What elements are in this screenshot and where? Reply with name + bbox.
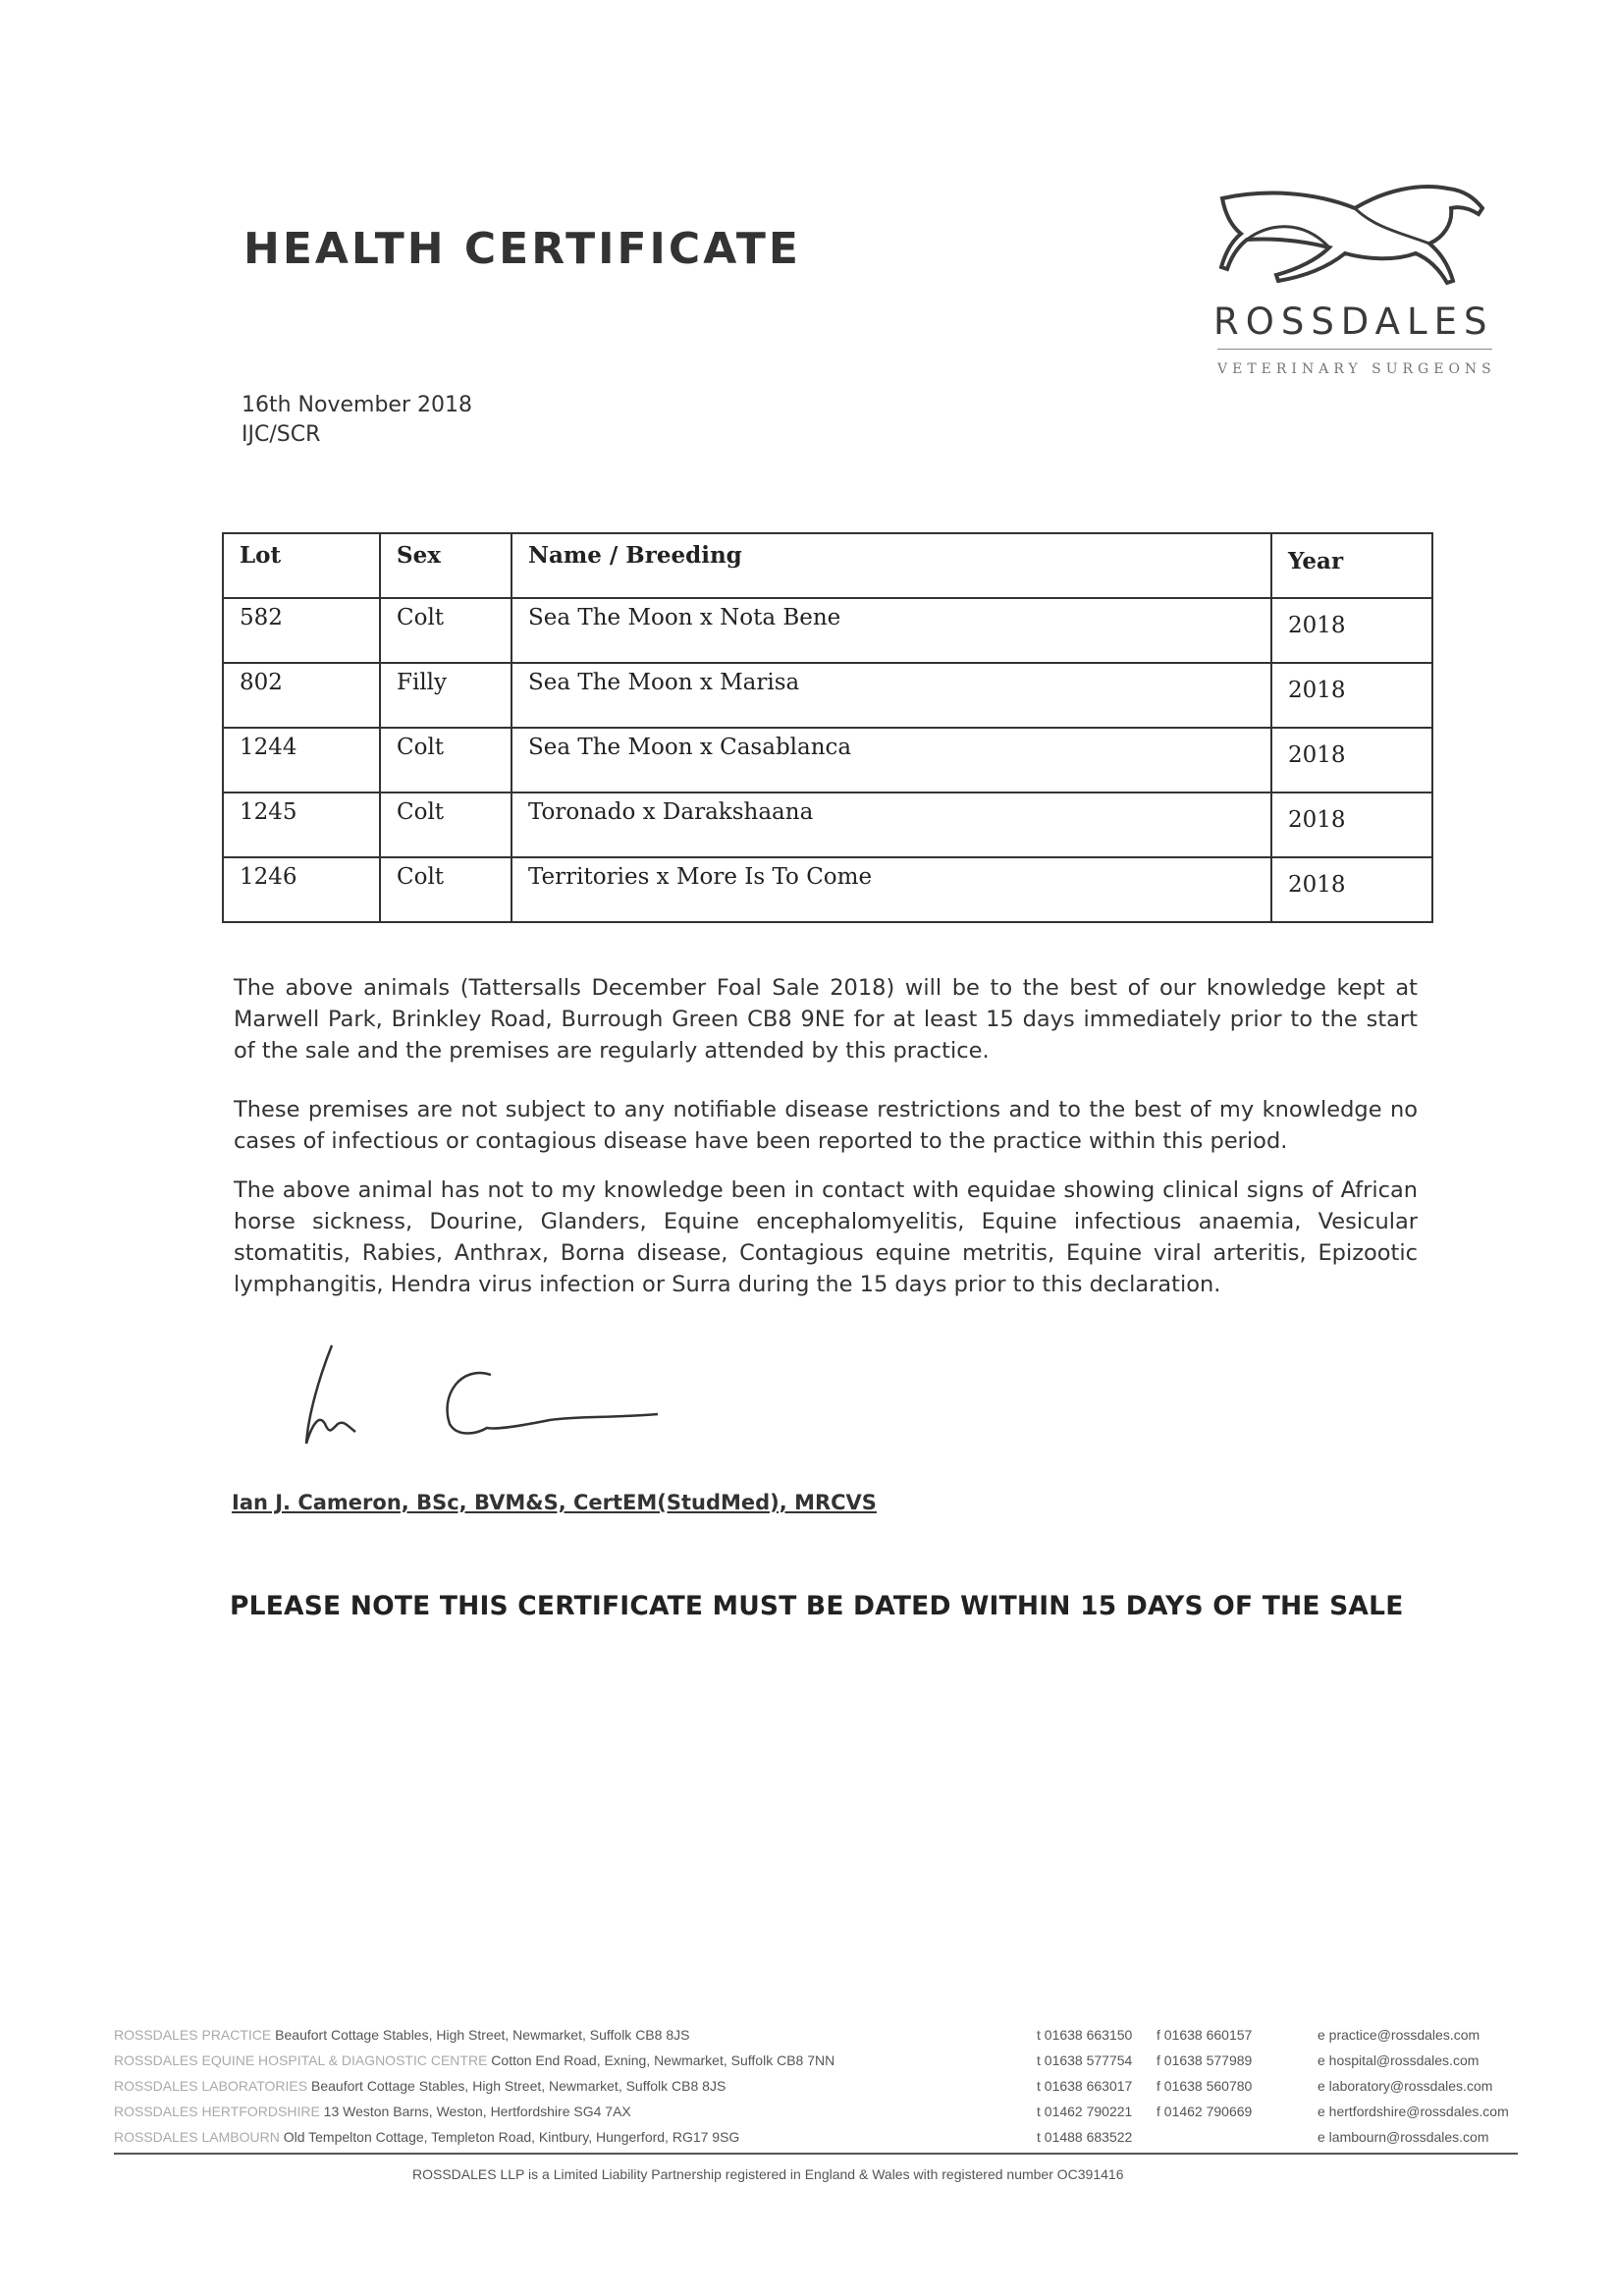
footer-address: 13 Weston Barns, Weston, Hertfordshire SG4 7AX — [323, 2104, 631, 2119]
footer-address: Beaufort Cottage Stables, High Street, Newmarket, Suffolk CB8 8JS — [311, 2078, 726, 2094]
footer-telephone: t 01638 663150 — [1037, 2027, 1133, 2043]
footer-legal-notice: ROSSDALES LLP is a Limited Liability Partnership registered in England & Wales with registered number OC391416 — [412, 2166, 1124, 2182]
footer-email: e lambourn@rossdales.com — [1318, 2129, 1489, 2145]
cell-year: 2018 — [1271, 857, 1432, 922]
footer-row — [114, 2052, 834, 2068]
footer-department: ROSSDALES LAMBOURN — [114, 2129, 280, 2145]
footer-row — [114, 2078, 726, 2094]
cell-year: 2018 — [1271, 598, 1432, 663]
footer-fax: f 01638 660157 — [1157, 2027, 1253, 2043]
footer-row — [114, 2104, 631, 2119]
page-title: HEALTH CERTIFICATE — [243, 224, 801, 274]
brand-divider — [1217, 349, 1492, 350]
footer-row — [114, 2129, 739, 2145]
footer-row — [114, 2027, 689, 2043]
footer-address: Beaufort Cottage Stables, High Street, Newmarket, Suffolk CB8 8JS — [275, 2027, 690, 2043]
horse-logo-icon — [1208, 179, 1502, 385]
paragraph-declaration: The above animal has not to my knowledge been in contact with equidae showing clinical signs of African horse sickness, Dourine, Glanders, Equine encephalomyelitis, Equine infectious anaemia, Vesicular stomatitis, Rabies, Anthrax, Borna disease, Contagious equine metritis, Equine viral arteritis, Epizootic lymphangitis, Hendra virus infection or Surra during the 15 days prior to this declaration. — [234, 1177, 1418, 1297]
cell-lot: 582 — [223, 598, 380, 663]
cell-sex: Colt — [380, 793, 511, 857]
signer-name: Ian J. Cameron, BSc, BVM&S, CertEM(StudMed), MRCVS — [232, 1491, 877, 1514]
table-row — [223, 857, 1432, 922]
table-header-row — [223, 533, 1432, 598]
cell-year: 2018 — [1271, 793, 1432, 857]
cell-lot: 1245 — [223, 793, 380, 857]
brand-subtitle: VETERINARY SURGEONS — [1217, 361, 1496, 377]
footer-address: Cotton End Road, Exning, Newmarket, Suffolk CB8 7NN — [491, 2052, 835, 2068]
column-header-year: Year — [1271, 533, 1432, 598]
cell-sex: Colt — [380, 598, 511, 663]
cell-sex: Colt — [380, 728, 511, 793]
paragraph-premises: The above animals (Tattersalls December Foal Sale 2018) will be to the best of our knowledge kept at Marwell Park, Brinkley Road, Burrough Green CB8 9NE for at least 15 days immediately prior to the start of the sale and the premises are regularly attended by this practice. — [234, 975, 1418, 1064]
cell-name: Territories x More Is To Come — [511, 857, 1271, 922]
footer-fax: f 01462 790669 — [1157, 2104, 1253, 2119]
table-row — [223, 728, 1432, 793]
column-header-lot: Lot — [223, 533, 380, 598]
footer-email: e hertfordshire@rossdales.com — [1318, 2104, 1509, 2119]
brand-name: ROSSDALES — [1213, 301, 1494, 343]
letter-reference: IJC/SCR — [242, 422, 321, 447]
footer-department: ROSSDALES EQUINE HOSPITAL & DIAGNOSTIC CENTRE — [114, 2052, 488, 2068]
cell-name: Sea The Moon x Casablanca — [511, 728, 1271, 793]
cell-year: 2018 — [1271, 728, 1432, 793]
footer-department: ROSSDALES HERTFORDSHIRE — [114, 2104, 320, 2119]
cell-name: Toronado x Darakshaana — [511, 793, 1271, 857]
column-header-name-breeding: Name / Breeding — [511, 533, 1271, 598]
footer-telephone: t 01638 577754 — [1037, 2052, 1133, 2068]
cell-year: 2018 — [1271, 663, 1432, 728]
footer-department: ROSSDALES LABORATORIES — [114, 2078, 308, 2094]
sale-notice: PLEASE NOTE THIS CERTIFICATE MUST BE DATED WITHIN 15 DAYS OF THE SALE — [230, 1591, 1404, 1621]
footer-department: ROSSDALES PRACTICE — [114, 2027, 272, 2043]
footer-email: e practice@rossdales.com — [1318, 2027, 1480, 2043]
footer-telephone: t 01462 790221 — [1037, 2104, 1133, 2119]
footer-fax: f 01638 577989 — [1157, 2052, 1253, 2068]
cell-name: Sea The Moon x Nota Bene — [511, 598, 1271, 663]
cell-sex: Filly — [380, 663, 511, 728]
footer-telephone: t 01638 663017 — [1037, 2078, 1133, 2094]
table-row — [223, 793, 1432, 857]
cell-sex: Colt — [380, 857, 511, 922]
lots-table — [222, 532, 1433, 923]
footer-address: Old Tempelton Cottage, Templeton Road, Kintbury, Hungerford, RG17 9SG — [283, 2129, 740, 2145]
cell-lot: 1244 — [223, 728, 380, 793]
table-row — [223, 598, 1432, 663]
paragraph-restrictions: These premises are not subject to any notifiable disease restrictions and to the best of my knowledge no cases of infectious or contagious disease have been reported to the practice within this period. — [234, 1097, 1418, 1154]
table-row — [223, 663, 1432, 728]
cell-lot: 802 — [223, 663, 380, 728]
cell-lot: 1246 — [223, 857, 380, 922]
footer-fax: f 01638 560780 — [1157, 2078, 1253, 2094]
handwritten-signature-icon — [285, 1336, 697, 1453]
footer-email: e laboratory@rossdales.com — [1318, 2078, 1493, 2094]
column-header-sex: Sex — [380, 533, 511, 598]
letter-date: 16th November 2018 — [242, 393, 472, 417]
footer-divider — [114, 2153, 1518, 2155]
cell-name: Sea The Moon x Marisa — [511, 663, 1271, 728]
footer-telephone: t 01488 683522 — [1037, 2129, 1133, 2145]
footer-email: e hospital@rossdales.com — [1318, 2052, 1480, 2068]
